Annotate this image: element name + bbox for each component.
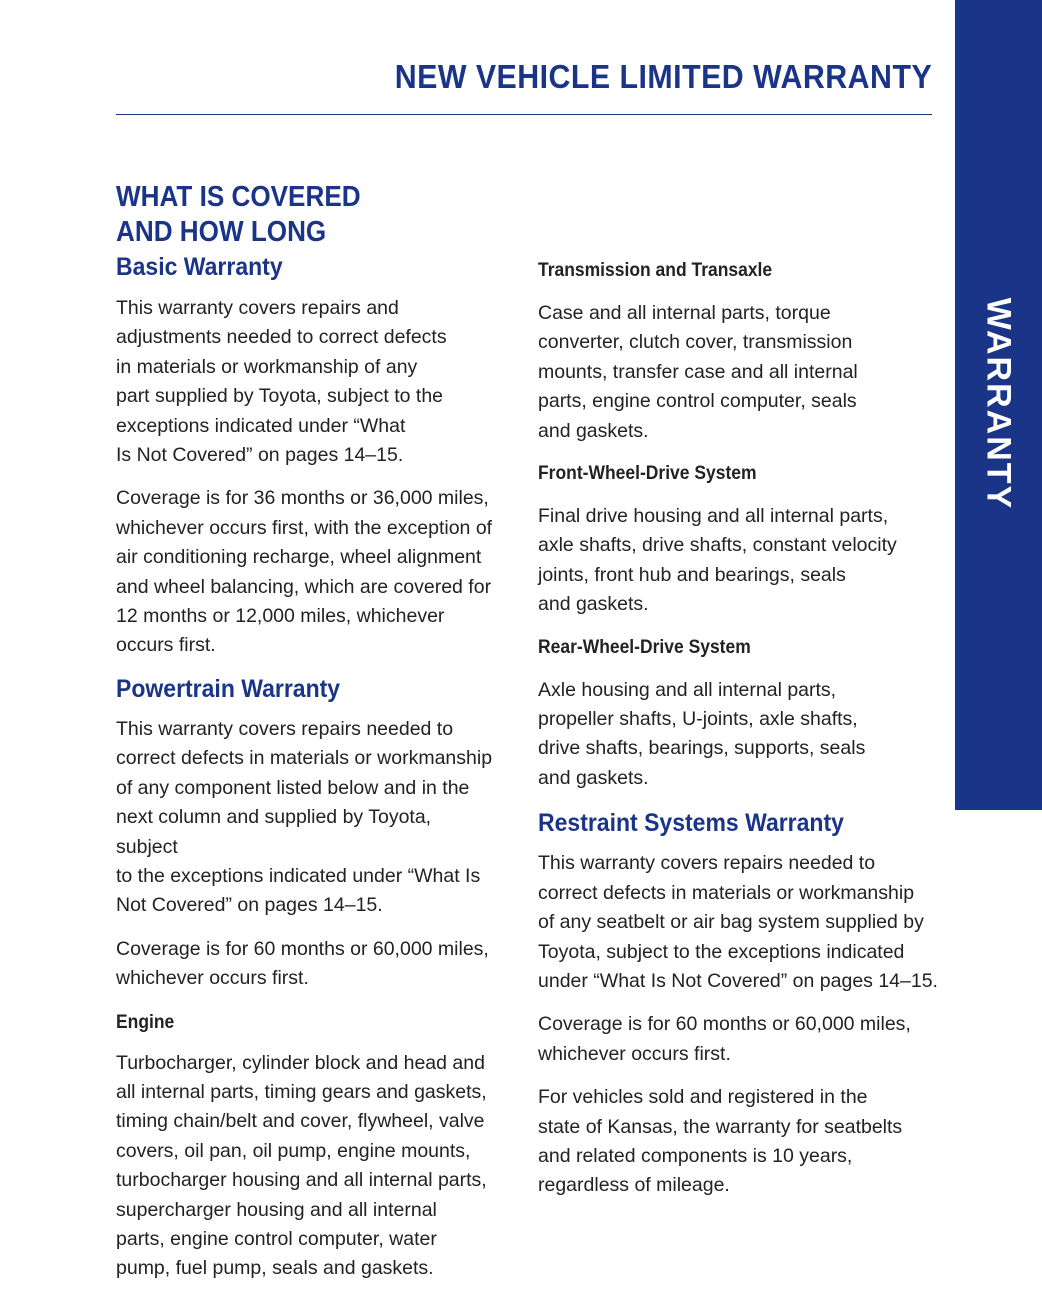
powertrain-warranty-heading: Powertrain Warranty: [116, 674, 341, 703]
transmission-text: Case and all internal parts, torque converter, clutch cover, transmission mounts, transfer case and all internal parts, engine control computer, seals and gaskets.: [538, 302, 858, 442]
right-column: [538, 256, 938, 1201]
rwd-text: Axle housing and all internal parts, propeller shafts, U-joints, axle shafts, drive shafts, bearings, supports, seals and gaskets.: [538, 678, 866, 789]
engine-text: Turbocharger, cylinder block and head and all internal parts, timing gears and gaskets, timing chain/belt and cover, flywheel, valve covers, oil pan, oil pump, engine mounts, turbocharger housing and all internal parts, supercharger housing and all internal parts, engine control computer, water pump, fuel pump, seals and gaskets.: [116, 1051, 487, 1280]
section-main-heading-line1: WHAT IS COVERED: [116, 181, 361, 213]
restraint-warranty-coverage: Coverage is for 60 months or 60,000 miles, whichever occurs first.: [538, 1013, 911, 1065]
transmission-heading: Transmission and Transaxle: [538, 260, 773, 281]
restraint-warranty-text: This warranty covers repairs needed to correct defects in materials or workmanship of any seatbelt or air bag system supplied by Toyota, subject to the exceptions indicated under “What Is Not Covered” on pages 14–15.: [538, 852, 938, 992]
engine-heading: Engine: [116, 1011, 175, 1033]
fwd-text: Final drive housing and all internal parts, axle shafts, drive shafts, constant velocity joints, front hub and bearings, seals and gaskets.: [538, 505, 897, 616]
page-title: NEW VEHICLE LIMITED WARRANTY: [394, 58, 932, 95]
basic-warranty-text: This warranty covers repairs and adjustments needed to correct defects in materials or workmanship of any part supplied by Toyota, subject to the exceptions indicated under “What Is Not Covered” on pages 14–15.: [116, 297, 447, 467]
title-divider: [116, 114, 932, 115]
fwd-heading: Front-Wheel-Drive System: [538, 463, 757, 485]
side-tab-label: WARRANTY: [979, 297, 1018, 511]
restraint-kansas-note: For vehicles sold and registered in the state of Kansas, the warranty for seatbelts and related components is 10 years, regardless of mileage.: [538, 1086, 903, 1197]
restraint-warranty-heading: Restraint Systems Warranty: [538, 809, 844, 838]
basic-warranty-heading: Basic Warranty: [116, 253, 283, 281]
powertrain-warranty-text: This warranty covers repairs needed to correct defects in materials or workmanship of any component listed below and in the next column and supplied by Toyota, subject to the exceptions indicated under “What Is Not Covered” on pages 14–15.: [116, 717, 493, 917]
left-column: [116, 180, 496, 1284]
section-main-heading-line2: AND HOW LONG: [116, 216, 327, 248]
powertrain-warranty-coverage: Coverage is for 60 months or 60,000 miles, whichever occurs first.: [116, 937, 489, 990]
basic-warranty-coverage: Coverage is for 36 months or 36,000 miles, whichever occurs first, with the exception of air conditioning recharge, wheel alignment and wheel balancing, which are covered for 12 months or 12,000 miles, whichever occurs first.: [116, 487, 493, 657]
rwd-heading: Rear-Wheel-Drive System: [538, 636, 751, 658]
